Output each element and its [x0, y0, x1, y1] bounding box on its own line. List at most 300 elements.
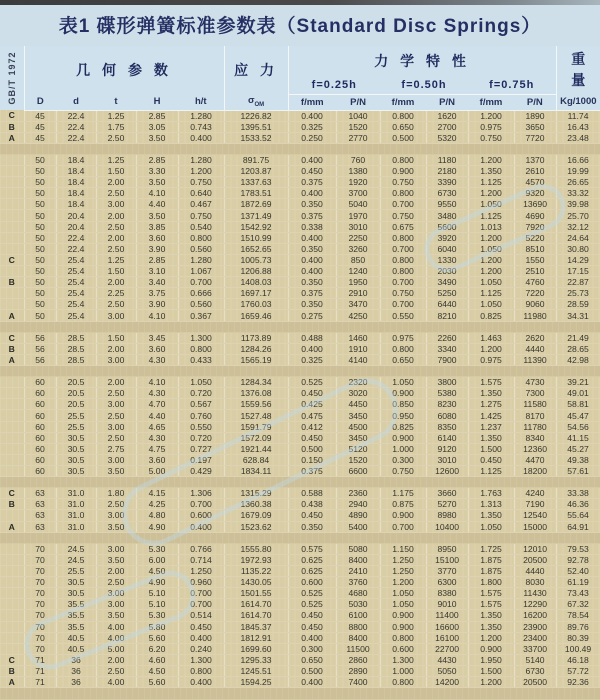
- cell: 3800: [426, 377, 468, 388]
- cell: 34.31: [556, 310, 600, 321]
- deflection-050h: f=0.50h: [380, 76, 468, 94]
- cell: 1614.70: [224, 599, 288, 610]
- spacer-cell: [0, 321, 600, 332]
- cell: 4.10: [136, 310, 178, 321]
- grade-cell: [0, 632, 24, 643]
- cell: 45: [24, 132, 56, 143]
- cell: 1.875: [468, 554, 514, 565]
- cell: 1872.69: [224, 199, 288, 210]
- grade-cell: [0, 199, 24, 210]
- cell: 3470: [336, 299, 380, 310]
- cell: 63: [24, 521, 56, 532]
- cell: 25.4: [56, 254, 96, 265]
- cell: 4.40: [136, 199, 178, 210]
- cell: 31.0: [56, 499, 96, 510]
- cell: 0.400: [178, 632, 224, 643]
- cell: 0.800: [380, 154, 426, 165]
- cell: 1.200: [468, 343, 514, 354]
- cell: 0.800: [380, 188, 426, 199]
- cell: 70: [24, 554, 56, 565]
- cell: 2890: [336, 665, 380, 676]
- col-ht: h/t: [178, 94, 224, 110]
- grade-cell: [0, 232, 24, 243]
- table-row: [0, 199, 600, 210]
- cell: 60: [24, 454, 56, 465]
- cell: 0.900: [380, 621, 426, 632]
- table-row: [0, 599, 600, 610]
- cell: 8230: [426, 399, 468, 410]
- cell: 1972.93: [224, 554, 288, 565]
- cell: 2620: [514, 332, 556, 343]
- cell: 1.350: [468, 621, 514, 632]
- cell: 7920: [514, 221, 556, 232]
- cell: 9550: [426, 199, 468, 210]
- table-row: [0, 665, 600, 676]
- cell: 0.675: [380, 221, 426, 232]
- cell: 3.50: [136, 210, 178, 221]
- cell: 891.75: [224, 154, 288, 165]
- cell: 20.5: [56, 377, 96, 388]
- cell: 5.30: [136, 610, 178, 621]
- table-body: [0, 110, 600, 700]
- cell: 39.98: [556, 199, 600, 210]
- cell: 8800: [336, 621, 380, 632]
- cell: 0.567: [178, 399, 224, 410]
- cell: 0.375: [288, 466, 336, 477]
- cell: 1.875: [468, 565, 514, 576]
- cell: 0.350: [288, 243, 336, 254]
- cell: 45.27: [556, 443, 600, 454]
- cell: 24.64: [556, 232, 600, 243]
- cell: 2360: [336, 488, 380, 499]
- cell: 5.10: [136, 599, 178, 610]
- cell: 3020: [336, 388, 380, 399]
- cell: 3.40: [136, 277, 178, 288]
- cell: 3450: [336, 432, 380, 443]
- cell: 18200: [514, 466, 556, 477]
- cell: 0.300: [288, 643, 336, 654]
- table-row: [0, 132, 600, 143]
- cell: 1.200: [380, 577, 426, 588]
- cell: 1921.44: [224, 443, 288, 454]
- table-row: [0, 299, 600, 310]
- cell: 4.60: [136, 654, 178, 665]
- table-row: [0, 243, 600, 254]
- cell: 4.75: [136, 443, 178, 454]
- cell: 1760.03: [224, 299, 288, 310]
- table-row: [0, 454, 600, 465]
- cell: 20.4: [56, 221, 96, 232]
- cell: 50: [24, 221, 56, 232]
- cell: 0.900: [380, 388, 426, 399]
- cell: 11500: [336, 643, 380, 654]
- cell: 8170: [514, 410, 556, 421]
- cell: 50: [24, 310, 56, 321]
- col-d: d: [56, 94, 96, 110]
- cell: 50: [24, 232, 56, 243]
- cell: 760: [336, 154, 380, 165]
- table-row: [0, 210, 600, 221]
- cell: 7190: [514, 499, 556, 510]
- cell: 70: [24, 543, 56, 554]
- cell: 1.200: [468, 677, 514, 688]
- cell: 1.463: [468, 332, 514, 343]
- cell: 0.450: [288, 610, 336, 621]
- cell: 0.429: [178, 466, 224, 477]
- cell: 8350: [426, 421, 468, 432]
- cell: 0.350: [288, 299, 336, 310]
- cell: 1834.11: [224, 466, 288, 477]
- cell: 40.5: [56, 643, 96, 654]
- cell: 0.300: [380, 454, 426, 465]
- cell: 32.12: [556, 221, 600, 232]
- cell: 31.0: [56, 521, 96, 532]
- grade-cell: [0, 166, 24, 177]
- cell: 0.750: [178, 210, 224, 221]
- cell: 1.725: [468, 543, 514, 554]
- cell: 1.175: [380, 488, 426, 499]
- cell: 55.64: [556, 510, 600, 521]
- cell: 14.29: [556, 254, 600, 265]
- cell: 0.338: [288, 221, 336, 232]
- cell: 24.5: [56, 554, 96, 565]
- cell: 63: [24, 499, 56, 510]
- cell: 1.050: [380, 588, 426, 599]
- cell: 0.400: [288, 254, 336, 265]
- cell: 0.766: [178, 543, 224, 554]
- cell: 1.200: [468, 232, 514, 243]
- grade-cell: [0, 288, 24, 299]
- cell: 60: [24, 399, 56, 410]
- cell: 31.0: [56, 488, 96, 499]
- cell: 0.475: [288, 410, 336, 421]
- table-row: [0, 432, 600, 443]
- cell: 0.400: [288, 677, 336, 688]
- cell: 25.4: [56, 277, 96, 288]
- cell: 3340: [426, 343, 468, 354]
- grade-cell: C: [0, 488, 24, 499]
- cell: 2510: [514, 266, 556, 277]
- cell: 0.900: [380, 510, 426, 521]
- cell: 1005.73: [224, 254, 288, 265]
- cell: 57.61: [556, 466, 600, 477]
- cell: 0.325: [288, 121, 336, 132]
- cell: 9120: [426, 443, 468, 454]
- cell: 0.240: [178, 643, 224, 654]
- spacer-cell: [0, 366, 600, 377]
- cell: 2.00: [96, 177, 136, 188]
- cell: 1360.38: [224, 499, 288, 510]
- cell: 1591.79: [224, 421, 288, 432]
- cell: 1.80: [96, 488, 136, 499]
- cell: 30.5: [56, 466, 96, 477]
- cell: 3.45: [136, 332, 178, 343]
- cell: 4440: [514, 565, 556, 576]
- cell: 50: [24, 288, 56, 299]
- cell: 2.50: [96, 665, 136, 676]
- cell: 0.720: [178, 388, 224, 399]
- cell: 0.433: [178, 354, 224, 365]
- table-row: [0, 565, 600, 576]
- cell: 0.450: [288, 432, 336, 443]
- cell: 0.400: [288, 343, 336, 354]
- cell: 2.00: [96, 377, 136, 388]
- cell: 13690: [514, 199, 556, 210]
- cell: 33.32: [556, 188, 600, 199]
- cell: 1.350: [468, 166, 514, 177]
- cell: 0.375: [288, 210, 336, 221]
- cell: 63: [24, 488, 56, 499]
- cell: 33.38: [556, 488, 600, 499]
- grade-cell: B: [0, 499, 24, 510]
- cell: 1240: [336, 266, 380, 277]
- cell: 2.00: [96, 232, 136, 243]
- cell: 5400: [336, 521, 380, 532]
- cell: 1.050: [468, 277, 514, 288]
- cell: 18.4: [56, 177, 96, 188]
- cell: 5040: [336, 199, 380, 210]
- cell: 5140: [514, 654, 556, 665]
- cell: 92.78: [556, 554, 600, 565]
- cell: 4.40: [136, 410, 178, 421]
- cell: 2940: [336, 499, 380, 510]
- cell: 0.700: [178, 599, 224, 610]
- cell: 0.960: [178, 577, 224, 588]
- cell: 0.750: [178, 177, 224, 188]
- cell: 0.500: [288, 443, 336, 454]
- grade-cell: A: [0, 310, 24, 321]
- cell: 6.20: [136, 643, 178, 654]
- cell: 8030: [514, 577, 556, 588]
- cell: 3.05: [136, 121, 178, 132]
- cell: 2.50: [96, 499, 136, 510]
- cell: 2.50: [96, 432, 136, 443]
- cell: 1.280: [178, 110, 224, 121]
- cell: 0.450: [468, 454, 514, 465]
- cell: 2.50: [96, 132, 136, 143]
- grade-cell: C: [0, 110, 24, 121]
- cell: 0.727: [178, 443, 224, 454]
- cell: 0.425: [288, 399, 336, 410]
- cell: 50: [24, 154, 56, 165]
- cell: 1.200: [468, 632, 514, 643]
- cell: 1.125: [468, 177, 514, 188]
- cell: 5.10: [136, 588, 178, 599]
- grade-cell: [0, 188, 24, 199]
- cell: 1812.91: [224, 632, 288, 643]
- spacer-row: [0, 366, 600, 377]
- cell: 0.800: [380, 632, 426, 643]
- cell: 1501.55: [224, 588, 288, 599]
- cell: 0.412: [288, 421, 336, 432]
- cell: 2.50: [96, 188, 136, 199]
- cell: 0.450: [288, 510, 336, 521]
- cell: 60: [24, 466, 56, 477]
- cell: 92.36: [556, 677, 600, 688]
- cell: 1.280: [178, 154, 224, 165]
- cell: 12010: [514, 543, 556, 554]
- cell: 1.050: [468, 521, 514, 532]
- cell: 25.5: [56, 565, 96, 576]
- cell: 30.5: [56, 588, 96, 599]
- cell: 5.80: [136, 621, 178, 632]
- cell: 25.5: [56, 421, 96, 432]
- cell: 1970: [336, 210, 380, 221]
- cell: 0.714: [178, 554, 224, 565]
- grade-cell: [0, 421, 24, 432]
- cell: 1652.65: [224, 243, 288, 254]
- cell: 6600: [336, 466, 380, 477]
- deflection-025h: f=0.25h: [288, 76, 380, 94]
- table-row: [0, 177, 600, 188]
- cell: 0.720: [178, 432, 224, 443]
- cell: 3.10: [136, 266, 178, 277]
- cell: 3.00: [96, 599, 136, 610]
- cell: 1.150: [380, 543, 426, 554]
- cell: 60: [24, 377, 56, 388]
- cell: 58.81: [556, 399, 600, 410]
- grade-cell: C: [0, 332, 24, 343]
- cell: 0.400: [288, 110, 336, 121]
- cell: 16.66: [556, 154, 600, 165]
- cell: 0.400: [288, 232, 336, 243]
- grade-cell: [0, 177, 24, 188]
- spacer-cell: [0, 532, 600, 543]
- cell: 5.00: [96, 643, 136, 654]
- cell: 3.50: [96, 554, 136, 565]
- cell: 0.743: [178, 121, 224, 132]
- cell: 1430.05: [224, 577, 288, 588]
- cell: 3.50: [96, 610, 136, 621]
- cell: 0.450: [288, 388, 336, 399]
- cell: 6300: [426, 577, 468, 588]
- cell: 1.25: [96, 254, 136, 265]
- cell: 1890: [514, 110, 556, 121]
- cell: 3.50: [96, 466, 136, 477]
- grade-cell: [0, 377, 24, 388]
- cell: 0.750: [380, 177, 426, 188]
- cell: 79.53: [556, 543, 600, 554]
- cell: 1559.56: [224, 399, 288, 410]
- cell: 60: [24, 421, 56, 432]
- cell: 0.800: [380, 266, 426, 277]
- table-row: [0, 410, 600, 421]
- cell: 30.5: [56, 432, 96, 443]
- cell: 8400: [336, 632, 380, 643]
- cell: 1180: [426, 154, 468, 165]
- cell: 3260: [336, 243, 380, 254]
- cell: 2.00: [96, 654, 136, 665]
- cell: 0.700: [380, 199, 426, 210]
- cell: 11.74: [556, 110, 600, 121]
- cell: 2260: [426, 332, 468, 343]
- cell: 1.350: [468, 388, 514, 399]
- cell: 20.4: [56, 210, 96, 221]
- cell: 1510.99: [224, 232, 288, 243]
- cell: 0.467: [178, 199, 224, 210]
- cell: 2.85: [136, 254, 178, 265]
- cell: 0.400: [288, 188, 336, 199]
- cell: 20.5: [56, 388, 96, 399]
- cell: 3660: [426, 488, 468, 499]
- cell: 3760: [336, 577, 380, 588]
- cell: 0.700: [178, 277, 224, 288]
- cell: 45: [24, 110, 56, 121]
- table-row: [0, 421, 600, 432]
- cell: 3.50: [96, 521, 136, 532]
- cell: 0.438: [288, 499, 336, 510]
- cell: 0.525: [288, 377, 336, 388]
- cell: 3.00: [96, 354, 136, 365]
- cell: 3920: [426, 232, 468, 243]
- cell: 3.50: [136, 177, 178, 188]
- grade-cell: [0, 243, 24, 254]
- cell: 70: [24, 577, 56, 588]
- header-mechanical: 力 学 特 性: [288, 46, 556, 76]
- parameters-table: [0, 46, 600, 700]
- cell: 61.19: [556, 577, 600, 588]
- cell: 1910: [336, 343, 380, 354]
- cell: 11580: [514, 399, 556, 410]
- cell: 2.50: [96, 388, 136, 399]
- cell: 2700: [426, 121, 468, 132]
- cell: 1.067: [178, 266, 224, 277]
- cell: 20500: [514, 554, 556, 565]
- cell: 35.5: [56, 610, 96, 621]
- cell: 4470: [514, 454, 556, 465]
- cell: 3.85: [136, 221, 178, 232]
- cell: 0.550: [178, 421, 224, 432]
- cell: 1920: [336, 177, 380, 188]
- col-weight: Kg/1000: [556, 94, 600, 110]
- cell: 30.5: [56, 577, 96, 588]
- cell: 0.560: [178, 299, 224, 310]
- cell: 2.50: [96, 299, 136, 310]
- cell: 4.70: [136, 399, 178, 410]
- grade-cell: [0, 610, 24, 621]
- cell: 0.500: [380, 132, 426, 143]
- cell: 4.10: [136, 377, 178, 388]
- cell: 1845.37: [224, 621, 288, 632]
- table-row: [0, 121, 600, 132]
- table-row: [0, 588, 600, 599]
- cell: 15000: [514, 521, 556, 532]
- cell: 56: [24, 354, 56, 365]
- cell: 0.700: [178, 588, 224, 599]
- grade-cell: [0, 399, 24, 410]
- table-row: [0, 110, 600, 121]
- grade-cell: B: [0, 665, 24, 676]
- cell: 4.80: [136, 510, 178, 521]
- cell: 0.625: [288, 565, 336, 576]
- cell: 8380: [426, 588, 468, 599]
- cell: 3.00: [96, 399, 136, 410]
- grade-cell: C: [0, 254, 24, 265]
- cell: 1.50: [96, 166, 136, 177]
- cell: 0.950: [380, 410, 426, 421]
- cell: 4.30: [136, 432, 178, 443]
- cell: 78.54: [556, 610, 600, 621]
- cell: 1.950: [468, 654, 514, 665]
- cell: 0.514: [178, 610, 224, 621]
- cell: 0.560: [178, 243, 224, 254]
- cell: 0.400: [178, 677, 224, 688]
- cell: 4680: [336, 588, 380, 599]
- cell: 1.25: [96, 110, 136, 121]
- table-row: [0, 277, 600, 288]
- grade-cell: [0, 621, 24, 632]
- cell: 60: [24, 410, 56, 421]
